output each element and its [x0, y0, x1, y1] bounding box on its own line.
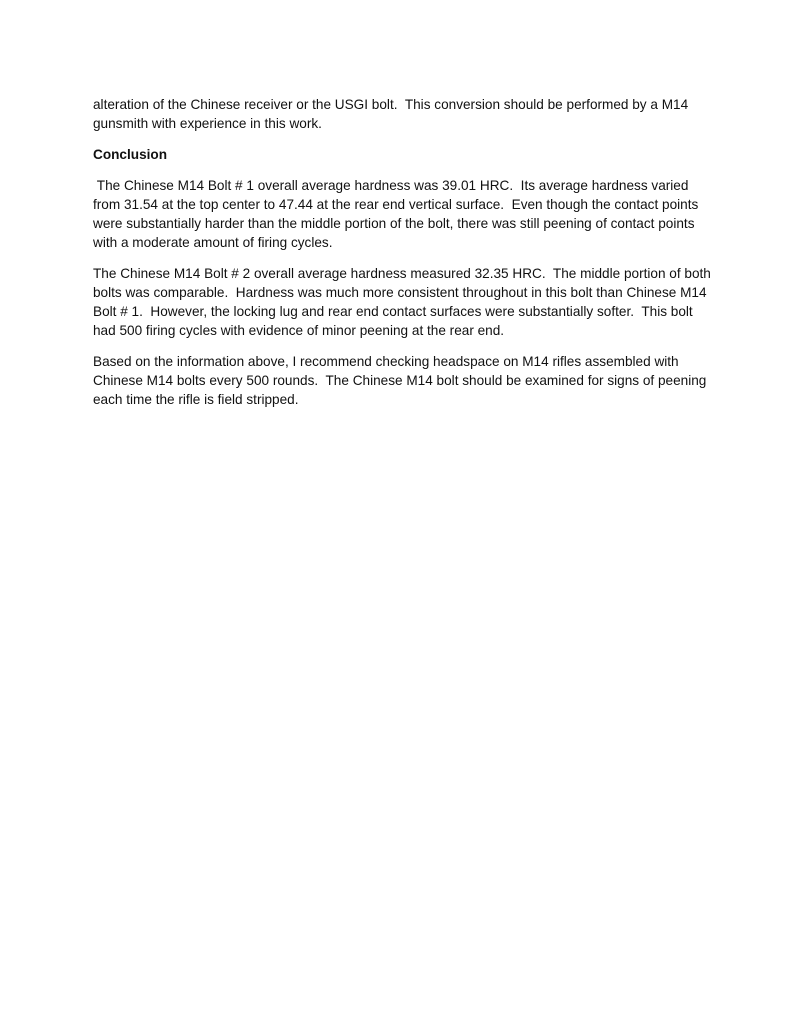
- paragraph-3: Based on the information above, I recommend checking headspace on M14 rifles assembled with Chinese M14 bolts every 500 rounds. The Chinese M14 bolt should be examined for signs of peening each time the rifle is field stripped.: [93, 354, 711, 407]
- paragraph-2: The Chinese M14 Bolt # 2 overall average hardness measured 32.35 HRC. The middle portion of both bolts was comparable. Hardness was much more consistent throughout in this bolt than Chinese M14 Bolt # 1. However, the locking lug and rear end contact surfaces were substantially softer. This bolt had 500 firing cycles with evidence of minor peening at the rear end.: [93, 266, 715, 338]
- document-body: [93, 95, 713, 421]
- intro-paragraph: alteration of the Chinese receiver or the USGI bolt. This conversion should be performed by a M14 gunsmith with experience in this work.: [93, 97, 692, 131]
- paragraph-1: The Chinese M14 Bolt # 1 overall average hardness was 39.01 HRC. Its average hardness varied from 31.54 at the top center to 47.44 at the rear end vertical surface. Even though the contact points were substantially harder than the middle portion of the bolt, there was still peening of contact points with a moderate amount of firing cycles.: [93, 178, 703, 250]
- section-heading: Conclusion: [93, 147, 168, 162]
